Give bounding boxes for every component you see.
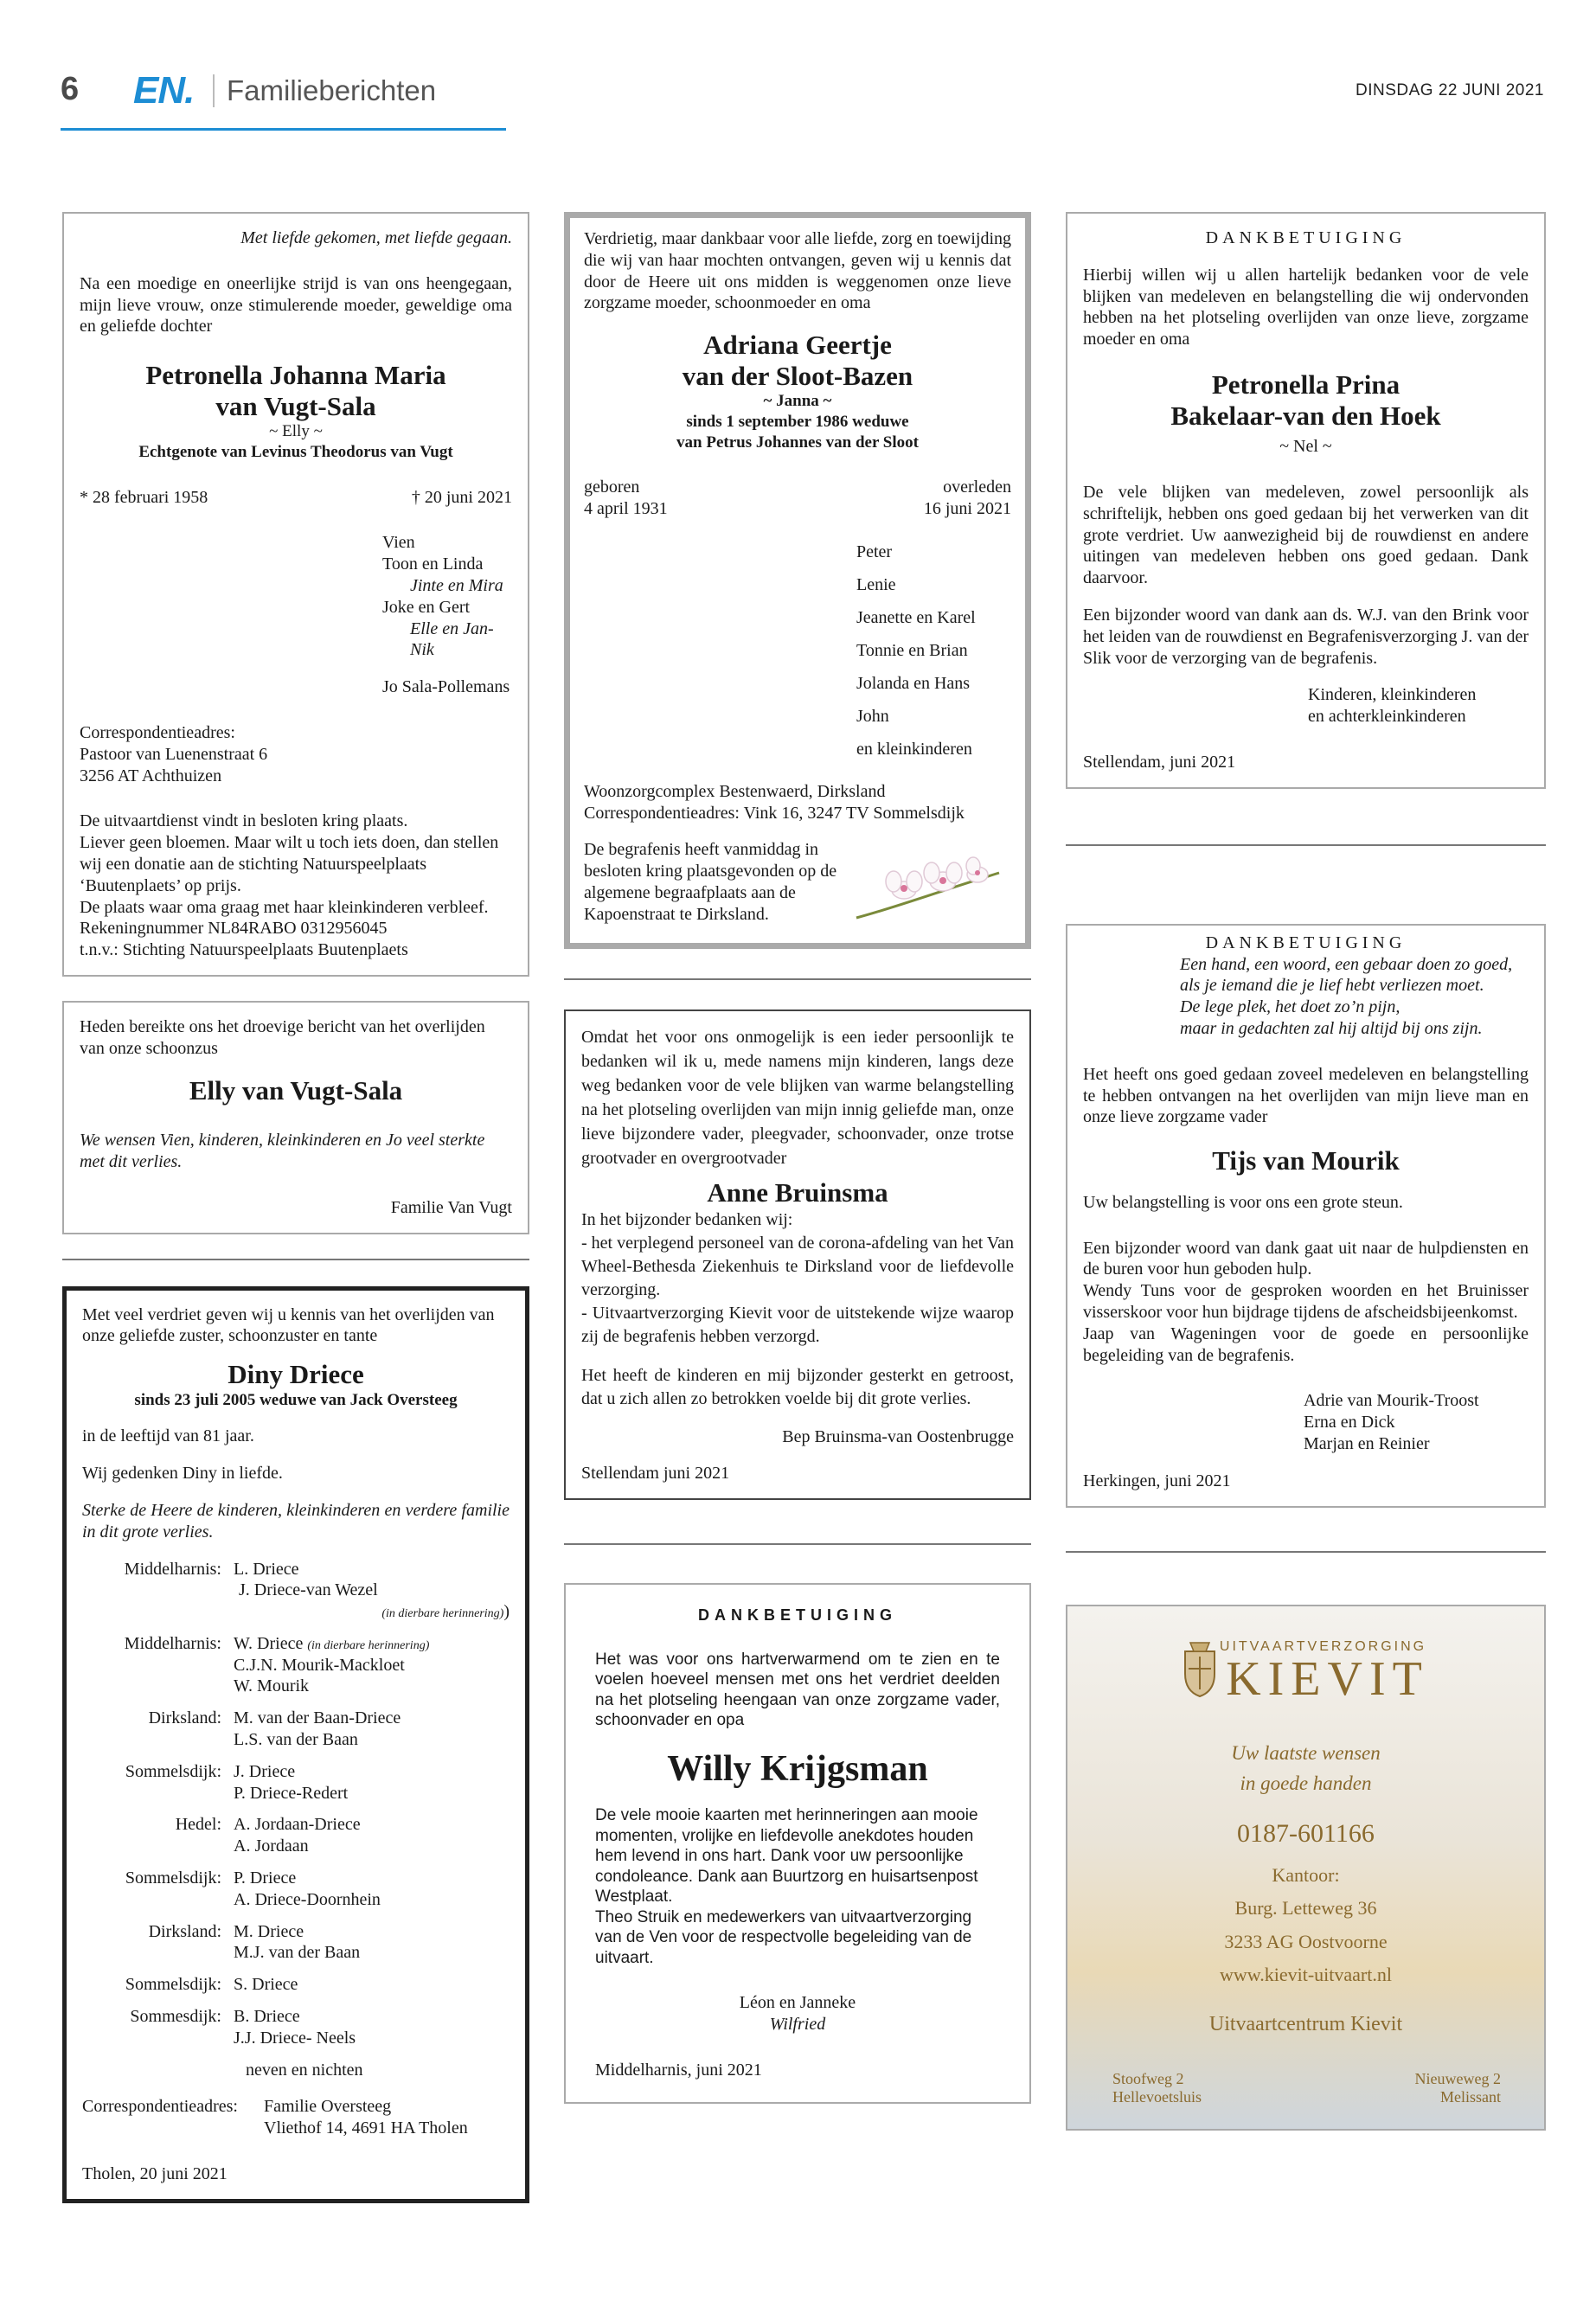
- memorial-note: (in dierbare herinnering): [381, 1607, 504, 1621]
- thanks-intro: In het bijzonder bedanken wij:: [581, 1209, 793, 1229]
- family-name: S. Driece: [234, 1975, 298, 1995]
- place-date: Stellendam juni 2021: [581, 1464, 730, 1484]
- office-city: 3233 AG Oostvoorne: [1224, 1930, 1388, 1952]
- family-city: Hedel:: [175, 1815, 221, 1835]
- birth-date: 4 april 1931: [584, 498, 668, 518]
- body-text: Een bijzonder woord van dank gaat uit naar de hulpdiensten en de buren voor hun geboden hulp.: [1083, 1238, 1529, 1279]
- life-dates: [80, 487, 512, 509]
- correspondence-address: [80, 722, 512, 786]
- family-group: [82, 1974, 510, 1996]
- family-name: M. van der Baan-Driece: [234, 1708, 401, 1728]
- notice-heading: DANKBETUIGING: [1205, 933, 1407, 952]
- column-2: [564, 212, 1031, 2125]
- family-member: John: [856, 706, 889, 726]
- slogan-line: in goede handen: [1240, 1772, 1372, 1795]
- thanks-line: - het verplegend personeel van de corona-afdeling van het Van Wheel-Bethesda Ziekenhuis te Dirksland voor de liefdevolle verzorging.: [581, 1233, 1014, 1299]
- mother-name: Jo Sala-Pollemans: [382, 677, 510, 697]
- column-1: [62, 212, 529, 2224]
- family-member: Toon en Linda: [382, 554, 484, 574]
- signature: Familie Van Vugt: [390, 1197, 512, 1217]
- note-line: De uitvaartdienst vindt in besloten kring plaats.: [80, 811, 408, 831]
- nickname: ~ Elly ~: [269, 422, 323, 441]
- family-group: [82, 1708, 510, 1751]
- poem-line: maar in gedachten zal hij altijd bij ons zijn.: [1180, 1019, 1483, 1039]
- website-link[interactable]: www.kievit-uitvaart.nl: [1220, 1964, 1392, 1986]
- issue-date: DINSDAG 22 JUNI 2021: [1355, 81, 1544, 99]
- age-line: in de leeftijd van 81 jaar.: [82, 1426, 254, 1446]
- intro-text: Omdat het voor ons onmogelijk is een ieder persoonlijk te bedanken wil ik u, mede namens mijn kinderen, langs deze weg bedanken voor de vele blijken van warme belangstelling na het plotseling overlijden van mijn innig geliefde man, onze lieve bijzondere vader, pleegvader, schoonvader, onze trotse grootvader en overgrootvader: [581, 1028, 1014, 1168]
- deceased-name-line-2: van Vugt-Sala: [215, 390, 376, 421]
- life-dates: [584, 477, 1011, 520]
- widow-line-2: van Petrus Johannes van der Sloot: [676, 433, 919, 452]
- signature-line-2: Wilfried: [769, 2015, 826, 2035]
- intro-text: Het heeft ons goed gedaan zoveel medeleven en belangstelling te hebben ontvangen na het overlijden van mijn lieve man en onze lieve zorgzame vader: [1083, 1064, 1529, 1127]
- page-header: [61, 62, 1544, 131]
- family-group: [82, 1761, 510, 1804]
- note-line: t.n.v.: Stichting Natuurspeelplaats Buutenplaets: [80, 940, 408, 960]
- family-name: A. Jordaan-Driece: [234, 1815, 361, 1835]
- family-name: A. Jordaan: [234, 1836, 309, 1856]
- family-name: J.J. Driece- Neels: [234, 2028, 356, 2048]
- family-city: Dirksland:: [148, 1708, 221, 1728]
- location-city: Hellevoetsluis: [1112, 2088, 1202, 2106]
- family-list: [80, 532, 512, 698]
- family-member: Joke en Gert: [382, 597, 471, 617]
- signature-line: Marjan en Reinier: [1304, 1434, 1430, 1454]
- slogan: [1067, 1738, 1544, 1799]
- body-text: De vele blijken van medeleven, zowel persoonlijk als schriftelijk, hebben ons goed gedaan bij het verwerken van dit grote verdriet. Uw aanwezigheid bij de rouwdienst en andere uitingen van medeleven hebben ons goed gedaan. Dank daarvoor.: [1083, 483, 1529, 588]
- family-city: Sommelsdijk:: [125, 1868, 221, 1888]
- family-member: Jolanda en Hans: [856, 673, 971, 693]
- funeral-notes: [80, 811, 512, 961]
- note-line: Rekeningnummer NL84RABO 0312956045: [80, 919, 388, 939]
- deceased-name: Willy Krijgsman: [667, 1748, 928, 1789]
- signature-line: Erna en Dick: [1304, 1413, 1395, 1433]
- motto: Met liefde gekomen, met liefde gegaan.: [240, 228, 512, 247]
- intro-text: Na een moedige en oneerlijke strijd is van ons heengegaan, mijn lieve vrouw, onze stimulerende moeder, geweldige oma en geliefde dochter: [80, 273, 512, 336]
- location-hellevoetsluis: [1112, 2070, 1202, 2107]
- death-date: † 20 juni 2021: [411, 487, 512, 507]
- deceased-name: Diny Driece: [228, 1359, 364, 1390]
- body-text: Een bijzonder woord van dank aan ds. W.J. van den Brink voor het leiden van de rouwdienst en Begrafenisverzorging J. van der Slik voor de verzorging van de begrafenis.: [1083, 606, 1529, 668]
- divider: [564, 1543, 1031, 1545]
- support-line: Uw belangstelling is voor ons een grote steun.: [1083, 1192, 1403, 1212]
- family-name: J. Driece-van Wezel: [239, 1580, 378, 1600]
- nickname: ~ Nel ~: [1279, 437, 1332, 457]
- notice-petronella-prina: [1066, 212, 1546, 789]
- header-divider: [213, 74, 215, 107]
- signature: Bep Bruinsma-van Oostenbrugge: [782, 1426, 1014, 1446]
- body-text: Jaap van Wageningen voor de goede en persoonlijke begeleiding van de begrafenis.: [1083, 1324, 1529, 1365]
- address-label: Correspondentieadres:: [82, 2097, 238, 2117]
- notice-elly-van-vugt: [62, 1001, 529, 1234]
- family-group: [82, 1814, 510, 1857]
- orchid-flower-icon: [852, 856, 1008, 925]
- family-member: en kleinkinderen: [856, 739, 972, 759]
- body-text: Theo Struik en medewerkers van uitvaartverzorging van de Ven voor de respectvolle begeleiding van de uitvaart.: [595, 1907, 972, 1967]
- death-date: 16 juni 2021: [923, 498, 1011, 518]
- family-city: Dirksland:: [148, 1921, 221, 1941]
- prayer-line: Sterke de Heere de kinderen, kleinkinderen en verdere familie in dit grote verlies.: [82, 1500, 510, 1541]
- poem-line: Een hand, een woord, een gebaar doen zo goed,: [1180, 954, 1513, 974]
- divider: [1066, 844, 1546, 846]
- family-group: [82, 2006, 510, 2049]
- intro-text: Heden bereikte ons het droevige bericht van het overlijden van onze schoonzus: [80, 1016, 485, 1058]
- notice-willy-krijgsman: [564, 1583, 1031, 2104]
- family-member: Tonnie en Brian: [856, 640, 968, 660]
- funeral-centre: Uitvaartcentrum Kievit: [1208, 2012, 1403, 2035]
- family-name: L. Driece: [234, 1559, 299, 1579]
- office-street: Burg. Letteweg 36: [1234, 1897, 1377, 1920]
- intro-text: Het was voor ons hartverwarmend om te zien en te voelen hoeveel mensen met ons het verdriet deelden na het plotseling heengaan van onze zorgzame vader, schoonvader en opa: [595, 1650, 1000, 1730]
- brand-name: KIEVIT: [1226, 1651, 1429, 1706]
- family-name: M.J. van der Baan: [234, 1943, 361, 1963]
- address-line: Correspondentieadres:: [80, 722, 235, 742]
- family-name: J. Driece: [234, 1761, 296, 1781]
- deceased-name-line-1: Petronella Johanna Maria: [145, 360, 446, 391]
- newspaper-logo: EN.: [133, 69, 195, 112]
- widow-line-1: sinds 1 september 1986 weduwe: [686, 413, 909, 432]
- location-melissant: [1415, 2070, 1501, 2107]
- location-city: Melissant: [1440, 2088, 1501, 2106]
- family-name: P. Driece-Redert: [234, 1783, 349, 1803]
- family-name: L.S. van der Baan: [234, 1730, 358, 1750]
- family-group: [82, 1921, 510, 1965]
- family-member: Jeanette en Karel: [856, 607, 976, 627]
- page-number: 6: [61, 71, 80, 107]
- notice-petronella-van-vugt: [62, 212, 529, 977]
- poem-line: als je iemand die je lief hebt verliezen moet.: [1180, 976, 1484, 996]
- signature-line: Kinderen, kleinkinderen: [1308, 685, 1477, 705]
- birth-date: * 28 februari 1958: [80, 487, 208, 507]
- kievit-advertisement: [1066, 1605, 1546, 2131]
- address-line: Familie Oversteeg: [264, 2097, 392, 2117]
- widow-line: sinds 23 juli 2005 weduwe van Jack Oversteeg: [134, 1390, 458, 1409]
- slogan-line: Uw laatste wensen: [1231, 1741, 1381, 1764]
- brand-subtitle: UITVAARTVERZORGING: [1219, 1638, 1427, 1654]
- divider: [564, 978, 1031, 980]
- column-3: [1066, 212, 1546, 2131]
- deceased-name-line-1: Petronella Prina: [1211, 369, 1401, 400]
- notice-heading: DANKBETUIGING: [1205, 228, 1407, 247]
- divider: [62, 1259, 529, 1260]
- deceased-name-line-2: Bakelaar-van den Hoek: [1170, 400, 1441, 431]
- notice-heading: DANKBETUIGING: [698, 1606, 897, 1625]
- family-name: P. Driece: [234, 1868, 297, 1888]
- place-date: Middelharnis, juni 2021: [595, 2061, 762, 2080]
- family-member: Elle en Jan-Nik: [410, 619, 494, 660]
- address-line: Pastoor van Luenenstraat 6: [80, 744, 268, 764]
- note-line: De plaats waar oma graag met haar kleinkinderen verbleef.: [80, 897, 489, 917]
- intro-text: Met veel verdriet geven wij u kennis van het overlijden van onze geliefde zuster, schoonzuster en tante: [82, 1304, 495, 1346]
- family-groups: [82, 1559, 510, 2081]
- office-address: [1067, 1859, 1544, 1992]
- address-line: 3256 AT Achthuizen: [80, 766, 222, 785]
- signature-line: Adrie van Mourik-Troost: [1304, 1391, 1479, 1411]
- poem-line: De lege plek, het doet zo’n pijn,: [1180, 997, 1401, 1017]
- location-street: Nieuweweg 2: [1414, 2069, 1501, 2087]
- closing-text: Het heeft de kinderen en mij bijzonder gesterkt en getroost, dat u zich allen zo betrokken voelde bij dit grote verlies.: [581, 1365, 1014, 1408]
- family-city: Middelharnis:: [124, 1559, 221, 1579]
- family-name: W. Driece: [234, 1633, 304, 1653]
- family-group: [82, 1868, 510, 1911]
- born-label: geboren: [584, 478, 640, 497]
- deceased-name-line-1: Adriana Geertje: [703, 330, 892, 361]
- note-line: Liever geen bloemen. Maar wilt u toch iets doen, dan stellen wij een donatie aan de stichting Natuurspeelplaats ‘Buutenplaets’ op prijs.: [80, 833, 499, 895]
- funeral-text: De begrafenis heeft vanmiddag in besloten kring plaatsgevonden op de algemene begraafplaats aan de Kapoenstraat te Dirksland.: [584, 840, 837, 924]
- place-date: Herkingen, juni 2021: [1083, 1471, 1231, 1490]
- deceased-name: Tijs van Mourik: [1212, 1145, 1400, 1176]
- notice-tijs-van-mourik: [1066, 924, 1546, 1508]
- body-text: De vele mooie kaarten met herinneringen aan mooie momenten, vrolijke en liefdevolle anekdotes houden hem levend in ons hart. Dank voor uw persoonlijke condoleance. Dank aan Buurtzorg en huisartsenpost Westplaat.: [595, 1806, 978, 1907]
- location-street: Stoofweg 2: [1112, 2069, 1184, 2087]
- notice-diny-driece: [62, 1286, 529, 2203]
- family-group: [82, 1633, 510, 1697]
- residence-line: Woonzorgcomplex Bestenwaerd, Dirksland: [584, 781, 886, 801]
- family-name: M. Driece: [234, 1921, 304, 1941]
- nickname: ~ Janna ~: [763, 392, 832, 411]
- family-group: Middelharnis: L. Driece J. Driece-van Wezel (in dierbare herinnering)): [82, 1559, 510, 1623]
- notice-anne-bruinsma: [564, 1009, 1031, 1500]
- family-member: Peter: [856, 542, 893, 561]
- died-label: overleden: [943, 478, 1011, 497]
- intro-text: Verdrietig, maar dankbaar voor alle liefde, zorg en toewijding die wij van haar mochten ontvangen, geven wij u kennis dat door de Heere uit ons midden is weggenomen onze lieve zorgzame moeder, schoonmoeder en oma: [584, 229, 1011, 313]
- deceased-name: Elly van Vugt-Sala: [189, 1074, 403, 1106]
- phone-number[interactable]: 0187-601166: [1237, 1818, 1375, 1848]
- remember-line: Wij gedenken Diny in liefde.: [82, 1464, 283, 1484]
- address-line: Vliethof 14, 4691 HA Tholen: [264, 2118, 468, 2138]
- family-list: [584, 535, 1011, 766]
- family-member: Jinte en Mira: [410, 575, 503, 595]
- family-city: Sommesdijk:: [130, 2007, 221, 2027]
- thanks-line: - Uitvaartverzorging Kievit voor de uitstekende wijze waarop zij de begrafenis hebben verzorgd.: [581, 1303, 1014, 1346]
- section-title: Familieberichten: [227, 74, 437, 106]
- office-label: Kantoor:: [1272, 1863, 1340, 1886]
- family-name: W. Mourik: [234, 1676, 310, 1696]
- poem: [1083, 954, 1529, 1040]
- family-city: Sommelsdijk:: [125, 1975, 221, 1995]
- family-member: Lenie: [856, 574, 896, 594]
- funeral-block: [584, 839, 1011, 925]
- family-name: A. Driece-Doornhein: [234, 1889, 381, 1909]
- correspondence-address: [82, 2096, 510, 2139]
- wish-text: We wensen Vien, kinderen, kleinkinderen en Jo veel sterkte met dit verlies.: [80, 1131, 485, 1171]
- deceased-name: Anne Bruinsma: [707, 1177, 888, 1208]
- deceased-name-line-2: van der Sloot-Bazen: [682, 360, 913, 391]
- family-name: B. Driece: [234, 2007, 300, 2027]
- memorial-note: (in dierbare herinnering): [307, 1638, 430, 1652]
- family-city: Sommelsdijk:: [125, 1761, 221, 1781]
- notice-adriana-van-der-sloot: [564, 212, 1031, 949]
- header-rule: [61, 128, 506, 131]
- signature-line: en achterkleinkinderen: [1308, 707, 1466, 727]
- divider: [1066, 1551, 1546, 1553]
- correspondence-address: Correspondentieadres: Vink 16, 3247 TV Sommelsdijk: [584, 803, 965, 823]
- place-date: Stellendam, juni 2021: [1083, 753, 1236, 772]
- intro-text: Hierbij willen wij u allen hartelijk bedanken voor de vele blijken van medeleven en belangstelling die wij ondervonden hebben na het plotseling overlijden van onze lieve, zorgzame moeder en oma: [1083, 265, 1529, 349]
- nephews-line: neven en nichten: [246, 2060, 363, 2080]
- place-date: Tholen, 20 juni 2021: [82, 2164, 228, 2184]
- body-text: Wendy Tuns voor de gesproken woorden en het Bruinisser visserskoor voor hun bijdrage tijdens de afscheidsbijeenkomst.: [1083, 1281, 1529, 1323]
- signature-line-1: Léon en Janneke: [739, 1993, 856, 2013]
- family-city: Middelharnis:: [124, 1633, 221, 1653]
- family-member: Vien: [382, 533, 415, 553]
- spouse-line: Echtgenote van Levinus Theodorus van Vugt: [138, 443, 453, 462]
- family-name: C.J.N. Mourik-Mackloet: [234, 1655, 405, 1675]
